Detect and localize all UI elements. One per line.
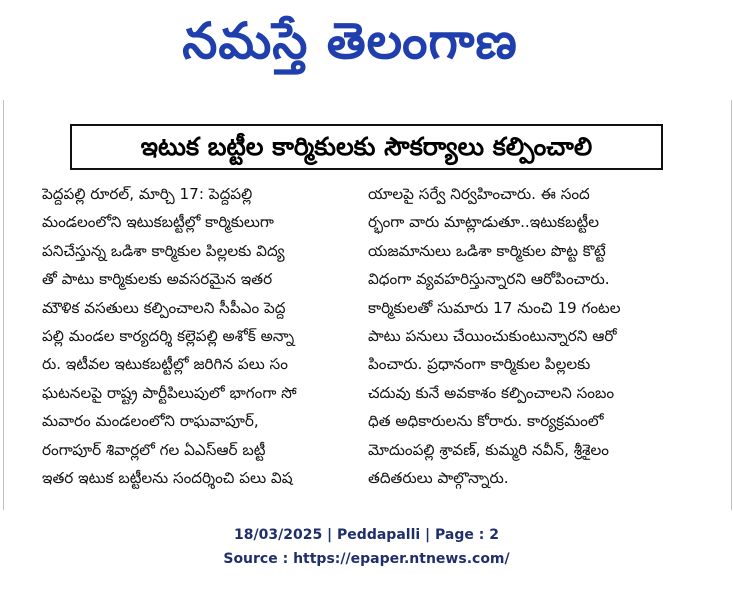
headline-box [70,124,663,170]
article-line: తో పాటు కార్మికులకు అవసరమైన ఇతర [42,270,273,289]
article-line: మవారం మండలంలోని రాఘవాపూర్, [42,412,259,431]
article-line: పించారు. ప్రధానంగా కార్మికుల పిల్లలకు [368,355,591,374]
article-line: పల్లి మండల కార్యదర్శి కల్లెపల్లి అశోక్ అన్నా [42,326,295,345]
article-line: కార్మికులతో సుమారు 17 నుంచి 19 గంటల [368,298,621,317]
article-line: పనిచేస్తున్న ఒడిశా కార్మికుల పిల్లలకు విద్య [42,241,285,260]
masthead [0,0,733,88]
article-line: పెద్దపల్లి రూరల్, మార్చి 17: పెద్దపల్లి [42,185,253,203]
article-line: ఇతర ఇటుక బట్టీలను సందర్శించి పలు విష [42,468,293,487]
article-line: మండలంలోని ఇటుకబట్టీల్లో కార్మికులుగా [42,213,274,232]
article-line: మౌళిక వసతులు కల్పించాలని సీపీఎం పెద్ద [42,298,286,317]
newspaper-logo: నమస్తే తెలంగాణ [182,12,518,70]
article-column-left [42,180,370,492]
article-line: యాలపై సర్వే నిర్వహించారు. ఈ సంద [368,185,590,203]
article-line: పాటు పనులు చేయించుకుంటున్నారని ఆరో [368,326,617,345]
article-line: మోదుంపల్లి శ్రావణ్, కుమ్మరి నవీన్, శ్రీశైలం [368,440,609,459]
article-line: చదువు కునే అవకాశం కల్పించాలని సంబం [368,383,615,402]
article-line: తదితరులు పాల్గొన్నారు. [368,468,509,487]
footer-source-line: Source : https://epaper.ntnews.com/ [223,551,510,567]
article-line: రంగాపూర్ శివార్లలో గల ఏఎస్ఆర్ బట్టీ [42,440,266,459]
article-line: ధిత అధికారులను కోరారు. కార్యక్రమంలో [368,412,604,431]
article-line: ర్భంగా వారు మాట్లాడుతూ..ఇటుకబట్టీల [368,213,599,232]
article-headline: ఇటుక బట్టీల కార్మికులకు సౌకర్యాలు కల్పించాలి [140,132,593,161]
footer-date-line: 18/03/2025 | Peddapalli | Page : 2 [234,527,499,543]
article-line: రు. ఇటీవల ఇటుకబట్టీల్లో జరిగిన పలు సం [42,355,288,374]
article-column-right [368,180,690,492]
article-line: ఘటనలపై రాష్ట్ర పార్టీపిలుపులో భాగంగా సో [42,383,297,402]
article-line: యజమానులు ఒడిశా కార్మికుల పొట్ట కొట్టే [368,241,606,260]
article-line: విధంగా వ్యవహరిస్తున్నారని ఆరోపించారు. [368,270,610,289]
